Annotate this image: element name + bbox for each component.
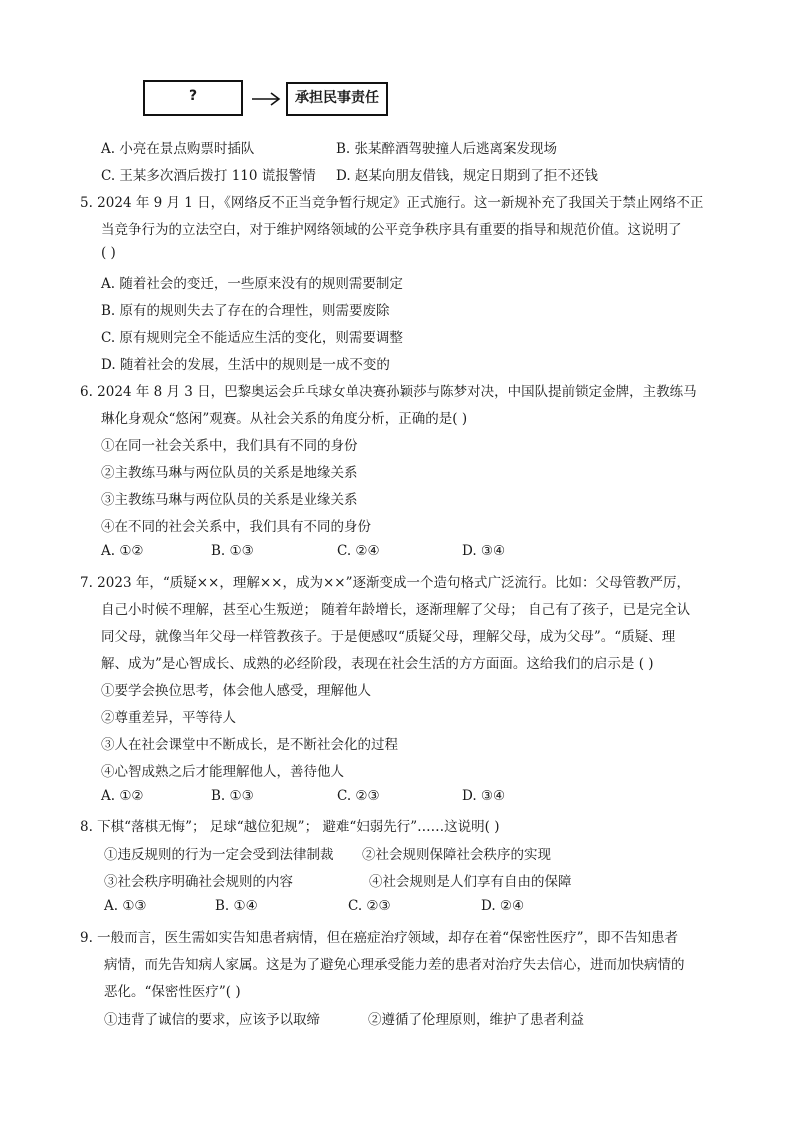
q7-option-c: C. ②③ xyxy=(337,788,380,804)
q8-stem: 8. 下棋“落棋无悔”； 足球“越位犯规”； 避难“妇弱先行”……这说明( ) xyxy=(80,819,500,835)
right-arrow-icon xyxy=(251,92,281,106)
flow-diagram xyxy=(143,80,393,120)
q9-stem-line3: 恶化。“保密性医疗”( ) xyxy=(104,984,241,1000)
q8-option-d: D. ②④ xyxy=(481,898,525,914)
q8-option-c: C. ②③ xyxy=(348,898,391,914)
q8-statement-3: ③社会秩序明确社会规则的内容 xyxy=(104,874,293,890)
q5-option-d: D. 随着社会的发展，生活中的规则是一成不变的 xyxy=(101,357,390,373)
q5-option-a: A. 随着社会的变迁，一些原来没有的规则需要制定 xyxy=(101,276,403,292)
q5-stem-line1: 5. 2024 年 9 月 1 日，《网络反不正当竞争暂行规定》正式施行。这一新规补充了我国关于禁止网络不正 xyxy=(80,195,704,211)
q8-statement-2: ②社会规则保障社会秩序的实现 xyxy=(362,847,551,863)
q8-option-b: B. ①④ xyxy=(215,898,258,914)
q4-option-c: C. 王某多次酒后拨打 110 谎报警情 xyxy=(101,168,316,184)
civil-liability-box: 承担民事责任 xyxy=(286,82,388,116)
q8-option-a: A. ①③ xyxy=(104,898,147,914)
q7-option-a: A. ①② xyxy=(101,788,144,804)
q4-option-d: D. 赵某向朋友借钱，规定日期到了拒不还钱 xyxy=(336,168,598,184)
q7-statement-2: ②尊重差异，平等待人 xyxy=(101,710,236,726)
q6-option-d: D. ③④ xyxy=(462,543,506,559)
q7-statement-4: ④心智成熟之后才能理解他人，善待他人 xyxy=(101,764,344,780)
q6-statement-3: ③主教练马琳与两位队员的关系是业缘关系 xyxy=(101,492,358,508)
q5-option-c: C. 原有规则完全不能适应生活的变化，则需要调整 xyxy=(101,330,403,346)
q6-statement-1: ①在同一社会关系中，我们具有不同的身份 xyxy=(101,438,358,454)
q9-stem-line2: 病情，而先告知病人家属。这是为了避免心理承受能力差的患者对治疗失去信心，进而加快病情的 xyxy=(104,957,685,973)
q5-stem-line2: 当竞争行为的立法空白，对于维护网络领域的公平竞争秩序具有重要的指导和规范价值。这说明了 xyxy=(101,222,682,238)
q7-stem-line2: 自己小时候不理解，甚至心生叛逆； 随着年龄增长，逐渐理解了父母； 自己有了孩子，已是完全认 xyxy=(101,602,691,618)
q6-stem-line1: 6. 2024 年 8 月 3 日，巴黎奥运会乒乓球女单决赛孙颖莎与陈梦对决，中国队提前锁定金牌，主教练马 xyxy=(80,384,697,400)
q6-statement-4: ④在不同的社会关系中，我们具有不同的身份 xyxy=(101,519,371,535)
q9-statement-2: ②遵循了伦理原则，维护了患者利益 xyxy=(368,1012,584,1028)
q7-statement-3: ③人在社会课堂中不断成长，是不断社会化的过程 xyxy=(101,737,398,753)
unknown-cause-box: ? xyxy=(143,80,243,116)
q6-stem-line2: 琳化身观众“悠闲”观赛。从社会关系的角度分析，正确的是( ) xyxy=(101,411,468,427)
q7-option-b: B. ①③ xyxy=(211,788,254,804)
q7-option-d: D. ③④ xyxy=(462,788,506,804)
q7-stem-line4: 解、成为”是心智成长、成熟的必经阶段，表现在社会生活的方方面面。这给我们的启示是 ( ) xyxy=(101,656,654,672)
q8-statement-4: ④社会规则是人们享有自由的保障 xyxy=(369,874,572,890)
q4-option-a: A. 小亮在景点购票时插队 xyxy=(101,141,255,157)
q4-option-b: B. 张某醉酒驾驶撞人后逃离案发现场 xyxy=(336,141,558,157)
q6-option-c: C. ②④ xyxy=(337,543,380,559)
q9-stem-line1: 9. 一般而言，医生需如实告知患者病情，但在癌症治疗领域，却存在着“保密性医疗”，即不告知患者 xyxy=(80,930,678,946)
q7-statement-1: ①要学会换位思考，体会他人感受，理解他人 xyxy=(101,683,371,699)
q8-statement-1: ①违反规则的行为一定会受到法律制裁 xyxy=(104,847,334,863)
q7-stem-line1: 7. 2023 年，“质疑××，理解××，成为××”逐渐变成一个造句格式广泛流行。比如：父母管教严厉， xyxy=(80,575,690,591)
q9-statement-1: ①违背了诚信的要求，应该予以取缔 xyxy=(104,1012,320,1028)
q6-option-a: A. ①② xyxy=(101,543,144,559)
q5-option-b: B. 原有的规则失去了存在的合理性，则需要废除 xyxy=(101,303,390,319)
q6-statement-2: ②主教练马琳与两位队员的关系是地缘关系 xyxy=(101,465,358,481)
q6-option-b: B. ①③ xyxy=(211,543,254,559)
q5-answer-blank: ( ) xyxy=(101,245,116,261)
q7-stem-line3: 同父母，就像当年父母一样管教孩子。于是便感叹“质疑父母，理解父母，成为父母”。“质疑、理 xyxy=(101,629,676,645)
